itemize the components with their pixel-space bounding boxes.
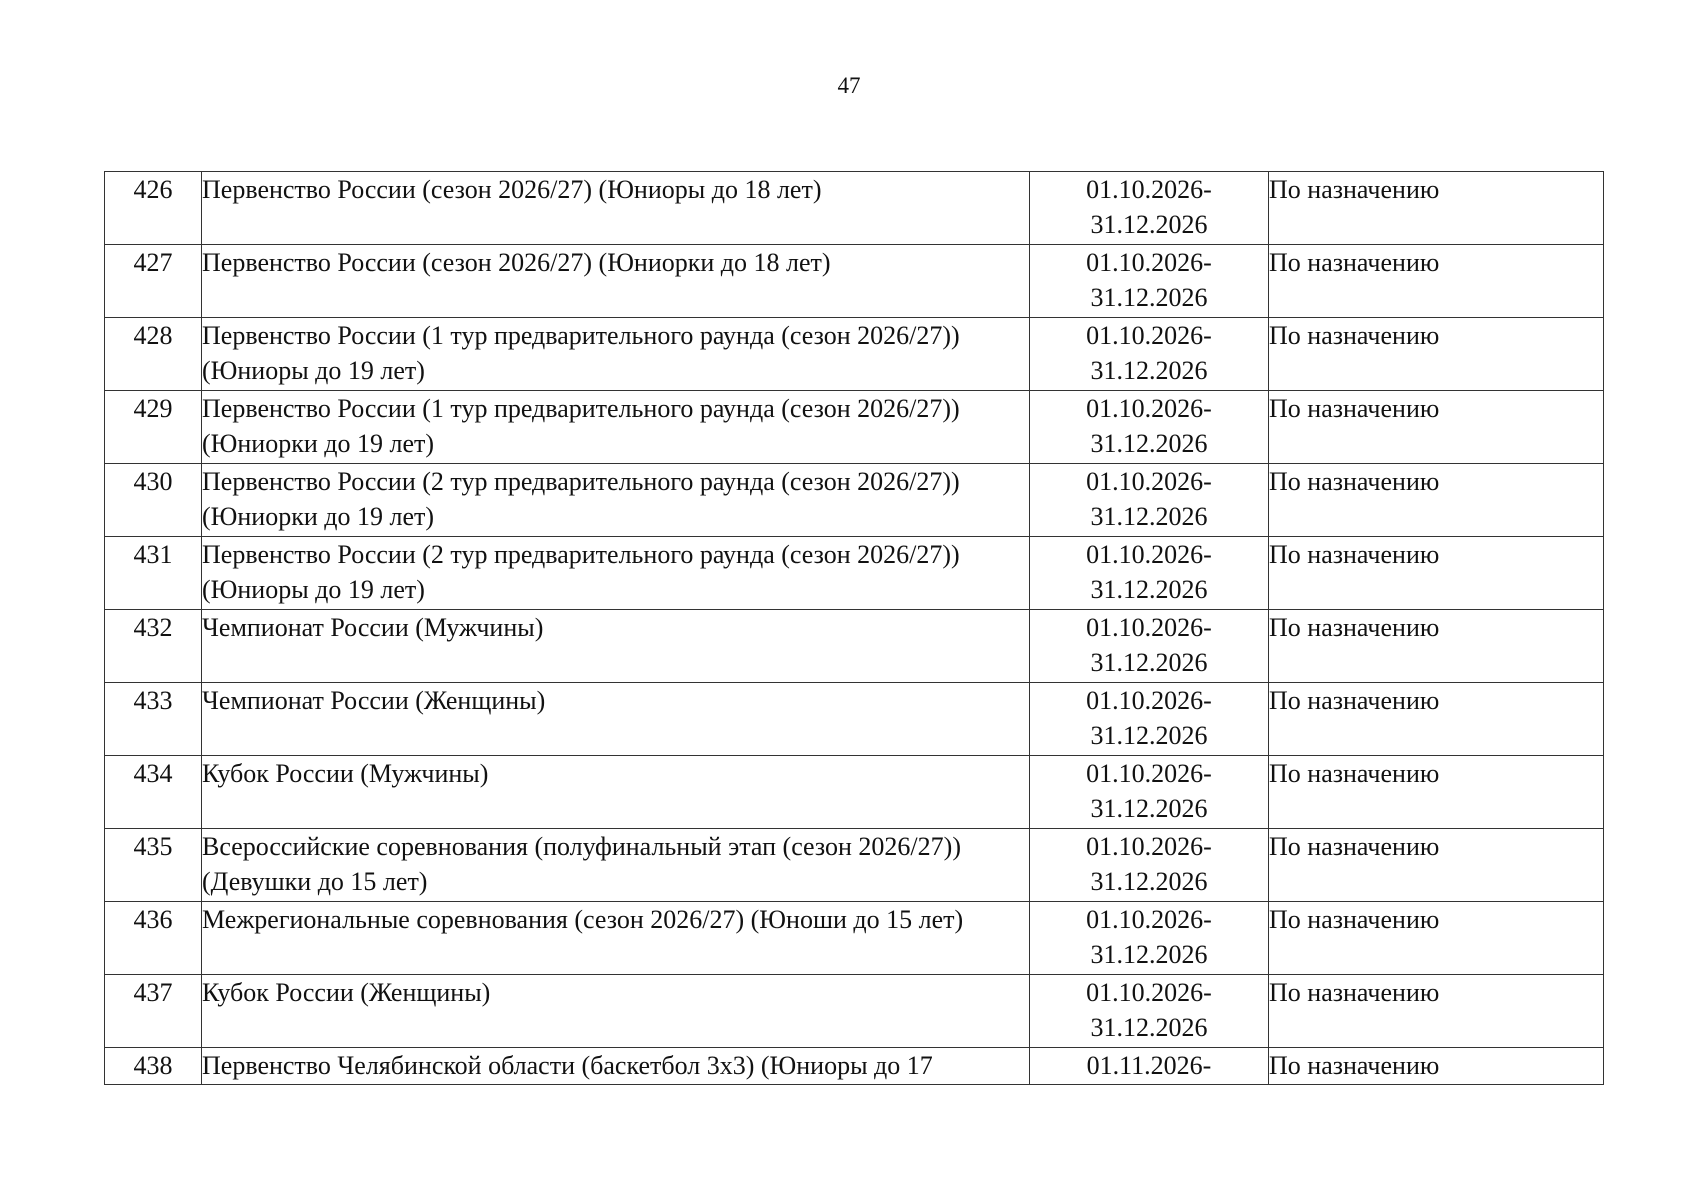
table-row [105,683,1604,756]
event-dates [1030,756,1269,829]
row-number: 430 [105,464,202,537]
event-dates [1030,391,1269,464]
date-start: 01.10.2026- [1086,321,1212,350]
event-name: Первенство России (2 тур предварительного раунда (сезон 2026/27)) (Юниорки до 19 лет) [202,464,1030,537]
date-start: 01.10.2026- [1086,905,1212,934]
row-number: 437 [105,975,202,1048]
row-number: 436 [105,902,202,975]
date-end: 31.12.2026 [1090,356,1208,385]
event-name: Первенство Челябинской области (баскетбол 3х3) (Юниоры до 17 [202,1048,1030,1085]
date-end: 31.12.2026 [1090,429,1208,458]
event-name: Чемпионат России (Мужчины) [202,610,1030,683]
responsible: По назначению [1269,172,1604,245]
responsible: По назначению [1269,902,1604,975]
table-row [105,975,1604,1048]
event-name: Межрегиональные соревнования (сезон 2026/27) (Юноши до 15 лет) [202,902,1030,975]
date-end: 31.12.2026 [1090,867,1208,896]
event-name: Первенство России (2 тур предварительного раунда (сезон 2026/27)) (Юниоры до 19 лет) [202,537,1030,610]
date-end: 31.12.2026 [1090,721,1208,750]
event-dates [1030,683,1269,756]
date-start: 01.10.2026- [1086,248,1212,277]
row-number: 435 [105,829,202,902]
date-end: 31.12.2026 [1090,502,1208,531]
date-end: 31.12.2026 [1090,1013,1208,1042]
responsible: По назначению [1269,683,1604,756]
responsible: По назначению [1269,318,1604,391]
event-dates [1030,1048,1269,1085]
event-name: Всероссийские соревнования (полуфинальный этап (сезон 2026/27)) (Девушки до 15 лет) [202,829,1030,902]
row-number: 428 [105,318,202,391]
responsible: По назначению [1269,245,1604,318]
date-end: 31.12.2026 [1090,210,1208,239]
table-row [105,391,1604,464]
event-dates [1030,172,1269,245]
event-name: Первенство России (сезон 2026/27) (Юниоры до 18 лет) [202,172,1030,245]
row-number: 438 [105,1048,202,1085]
event-name: Первенство России (сезон 2026/27) (Юниорки до 18 лет) [202,245,1030,318]
table-row [105,172,1604,245]
responsible: По назначению [1269,1048,1604,1085]
date-start: 01.10.2026- [1086,832,1212,861]
date-end: 31.12.2026 [1090,575,1208,604]
responsible: По назначению [1269,610,1604,683]
events-table [104,171,1604,1085]
date-start: 01.10.2026- [1086,759,1212,788]
table-row [105,756,1604,829]
event-dates [1030,610,1269,683]
event-dates [1030,464,1269,537]
table-row [105,318,1604,391]
event-dates [1030,902,1269,975]
table-row [105,245,1604,318]
event-name: Кубок России (Мужчины) [202,756,1030,829]
table-row [105,537,1604,610]
event-dates [1030,245,1269,318]
responsible: По назначению [1269,464,1604,537]
event-name: Чемпионат России (Женщины) [202,683,1030,756]
event-dates [1030,975,1269,1048]
date-start: 01.10.2026- [1086,613,1212,642]
table-row [105,610,1604,683]
row-number: 433 [105,683,202,756]
date-start: 01.10.2026- [1086,978,1212,1007]
date-start: 01.10.2026- [1086,394,1212,423]
date-start: 01.10.2026- [1086,686,1212,715]
date-start: 01.11.2026- [1086,1051,1212,1080]
table-row [105,464,1604,537]
responsible: По назначению [1269,537,1604,610]
row-number: 427 [105,245,202,318]
event-name: Кубок России (Женщины) [202,975,1030,1048]
date-start: 01.10.2026- [1086,175,1212,204]
row-number: 426 [105,172,202,245]
page-number: 47 [837,73,861,98]
table-row [105,902,1604,975]
date-end: 31.12.2026 [1090,794,1208,823]
date-end: 31.12.2026 [1090,648,1208,677]
date-end: 31.12.2026 [1090,283,1208,312]
row-number: 429 [105,391,202,464]
event-dates [1030,537,1269,610]
date-start: 01.10.2026- [1086,467,1212,496]
event-dates [1030,829,1269,902]
row-number: 431 [105,537,202,610]
table-row [105,1048,1604,1085]
event-name: Первенство России (1 тур предварительного раунда (сезон 2026/27)) (Юниорки до 19 лет) [202,391,1030,464]
row-number: 432 [105,610,202,683]
responsible: По назначению [1269,829,1604,902]
date-start: 01.10.2026- [1086,540,1212,569]
date-end: 31.12.2026 [1090,940,1208,969]
event-dates [1030,318,1269,391]
responsible: По назначению [1269,391,1604,464]
event-name: Первенство России (1 тур предварительного раунда (сезон 2026/27)) (Юниоры до 19 лет) [202,318,1030,391]
responsible: По назначению [1269,756,1604,829]
table-row [105,829,1604,902]
row-number: 434 [105,756,202,829]
responsible: По назначению [1269,975,1604,1048]
